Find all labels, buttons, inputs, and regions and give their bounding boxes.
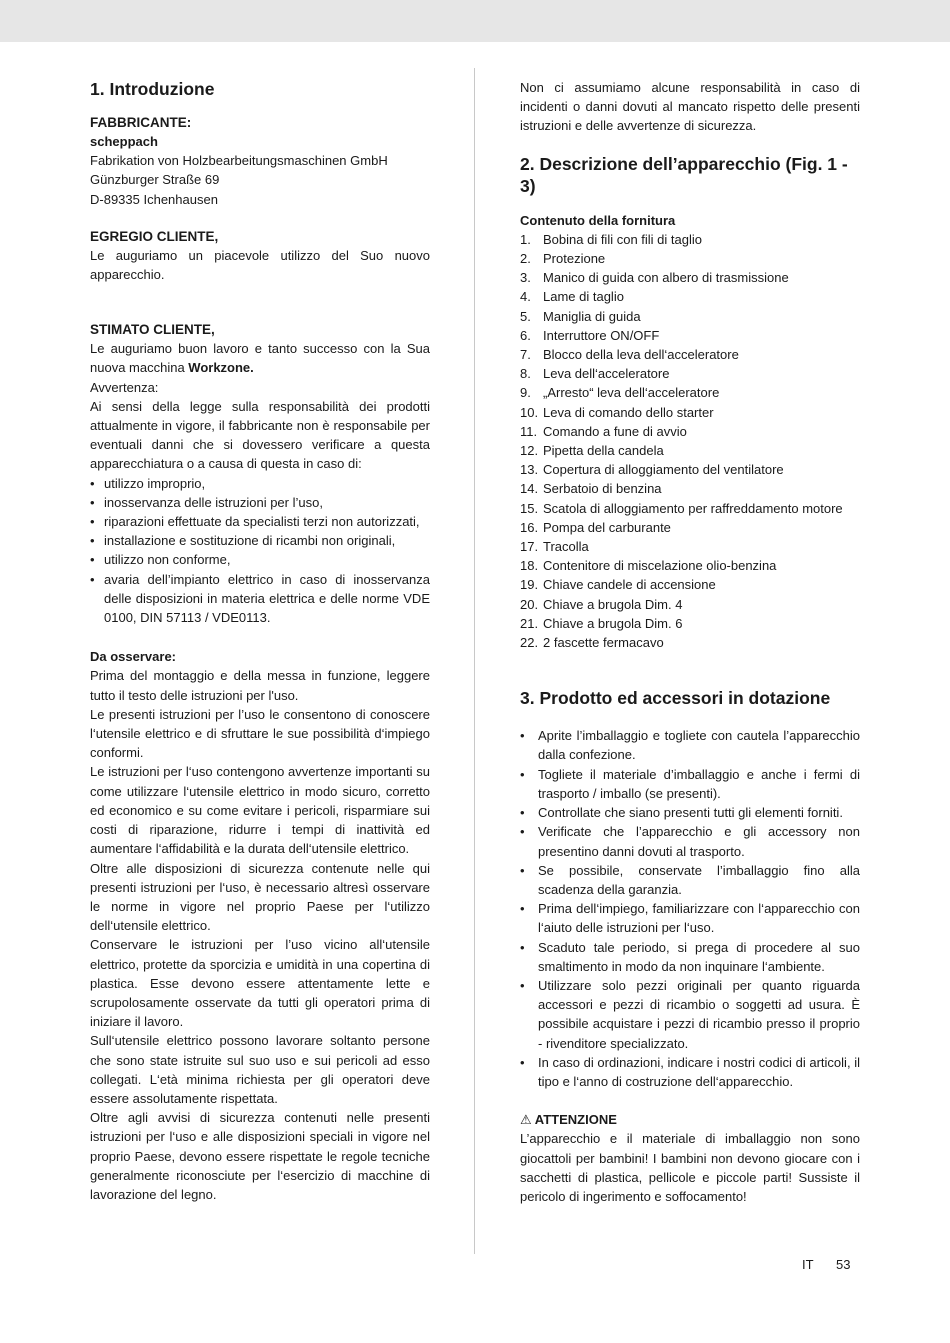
esteemed-text: Le auguriamo buon lavoro e tanto successo con la Sua nuova macchina (90, 341, 430, 376)
contents-label: Contenuto della fornitura (520, 212, 676, 228)
list-item: • avaria dell’impianto elettrico in caso di inosservanza delle disposizioni in materia elettrica e delle norme VDE 0100, DIN 57113 / VDE0113. (90, 570, 430, 628)
bullet-mark: • (520, 901, 525, 917)
item-text: Copertura di alloggiamento del ventilatore (543, 462, 784, 478)
product-heading: 3. Prodotto ed accessori in dotazione (520, 688, 831, 709)
esteemed-customer-label: STIMATO CLIENTE, (90, 322, 215, 338)
list-item (520, 726, 860, 764)
item-number: 9. (520, 385, 531, 401)
list-item (520, 899, 860, 937)
observe-paragraph: Le istruzioni per l‘uso contengono avvertenze importanti su come utilizzare l‘utensile elettrico in modo sicuro, corretto ed economico e su come evitare i pericoli, risparmiare sui costi di riparazione, ridurre i tempi di inattività ed aumentare l‘affidabilità e la durata dell‘utensile elettrico. (90, 764, 430, 857)
item-text: Blocco della leva dell‘acceleratore (543, 347, 739, 363)
list-item (520, 822, 860, 860)
item-number: 8. (520, 366, 531, 382)
bullet-mark: • (520, 1054, 525, 1070)
warning-text: Ai sensi della legge sulla responsabilità dei prodotti attualmente in vigore, il fabbricante non è responsabile per eventuali danni che si dovessero verificare a questa apparecchiatura o a causa di questa in caso di: (90, 398, 430, 472)
observe-paragraph: Sull‘utensile elettrico possono lavorare soltanto persone che sono state istruite sul suo uso e sui pericoli ad esso collegati. L‘età minima richiesta per gli operatori deve essere assolutamente rispettata. (90, 1033, 430, 1106)
list-item: • installazione e sostituzione di ricambi non originali, (90, 531, 430, 550)
bullet-mark: • (520, 766, 525, 782)
warning-triangle-icon: ⚠ (520, 1112, 532, 1128)
manufacturer-label: FABBRICANTE: (90, 115, 192, 130)
item-number: 17. (520, 539, 539, 555)
list-item: • riparazioni effettuate da specialisti terzi non autorizzati, (90, 512, 430, 531)
observe-paragraph: Oltre agli avvisi di sicurezza contenuti nelle presenti istruzioni per l‘uso e alle disposizioni speciali in vigore nel proprio Paese, devono essere rispettate le regole tecniche generalmente riconosciute per l‘esercizio di macchine di lavorazione del legno. (90, 1110, 430, 1202)
item-number: 12. (520, 443, 539, 459)
item-number: 15. (520, 500, 539, 516)
column-divider (474, 68, 475, 1254)
list-item: • utilizzo non conforme, (90, 550, 430, 569)
observe-paragraph: Conservare le istruzioni per l’uso vicino all‘utensile elettrico, protette da sporcizia e umidità in una copertina di plastica. Esse devono essere attentamente lette e scrupolosamente osservate da tutti gli operatori prima di iniziare il lavoro. (90, 937, 430, 1030)
list-item: • utilizzo improprio, (90, 474, 430, 493)
list-item (520, 1053, 860, 1091)
item-text: Pompa del carburante (543, 519, 671, 535)
description-heading: 2. Descrizione dell’apparecchio (Fig. 1 - 3) (520, 153, 848, 196)
warning-list (90, 474, 430, 628)
liability-text: Non ci assumiamo alcune responsabilità in caso di incidenti o danni dovuti al mancato rispetto delle presenti istruzioni e delle avvertenze di sicurezza. (520, 80, 860, 134)
list-item (520, 441, 860, 460)
item-text: Manico di guida con albero di trasmissione (543, 270, 789, 286)
observe-paragraph: Prima del montaggio e della messa in funzione, leggere tutto il testo delle istruzioni per l'uso. (90, 668, 430, 703)
item-text: Utilizzare solo pezzi originali per quanto riguarda accessori e pezzi di ricambio o soggetti ad usura. È possibile acquistare i pezzi di ricambio presso il proprio - rivenditore specializzato. (538, 977, 860, 1051)
list-item: • inosservanza delle istruzioni per l’uso, (90, 493, 430, 512)
list-item (520, 287, 860, 306)
observe-paragraph: Oltre alle disposizioni di sicurezza contenute nelle qui presenti istruzioni per l‘uso, è necessario altresì osservare le norme in vigore nel proprio Paese per l‘utilizzo dell‘utensile elettrico. (90, 860, 430, 934)
list-item (520, 422, 860, 441)
item-text: In caso di ordinazioni, indicare i nostri codici di articoli, il tipo e l‘anno di costruzione dell‘apparecchio. (538, 1054, 860, 1089)
item-number: 6. (520, 327, 531, 343)
item-text: Pipetta della candela (543, 443, 664, 459)
item-number: 16. (520, 519, 539, 535)
item-number: 22. (520, 635, 539, 651)
list-item (520, 479, 860, 498)
item-text: Prima dell‘impiego, familiarizzare con l‘apparecchio con l‘aiuto delle istruzioni per l‘uso. (538, 901, 860, 936)
item-text: Controllate che siano presenti tutti gli elementi forniti. (538, 805, 843, 821)
page-number: 53 (836, 1257, 851, 1272)
list-item (520, 460, 860, 479)
item-text: Protezione (543, 251, 606, 267)
list-item (520, 861, 860, 899)
list-item (520, 307, 860, 326)
item-text: Serbatoio di benzina (543, 481, 662, 497)
item-text: Tracolla (543, 539, 589, 555)
list-item (520, 765, 860, 803)
esteemed-customer-text (90, 339, 430, 377)
item-text: Lame di taglio (543, 289, 624, 305)
left-column (90, 78, 430, 1204)
list-item (520, 403, 860, 422)
bullet-mark: • (520, 862, 525, 878)
footer-language: IT (802, 1257, 814, 1272)
attention-label: ATTENZIONE (534, 1112, 617, 1128)
item-text: Chiave a brugola Dim. 6 (543, 615, 683, 631)
item-text: Verificate che l’apparecchio e gli accessory non presentino danni dovuti al trasporto. (538, 824, 860, 859)
item-number: 10. (520, 404, 539, 420)
intro-heading: 1. Introduzione (90, 79, 215, 99)
product-list (520, 726, 860, 1091)
item-number: 11. (520, 423, 538, 439)
manufacturer-line: Günzburger Straße 69 (90, 172, 220, 188)
item-number: 20. (520, 596, 539, 612)
list-item (520, 803, 860, 822)
item-text: Bobina di fili con fili di taglio (543, 231, 702, 247)
item-number: 21. (520, 615, 539, 631)
list-item (520, 383, 860, 402)
item-text: Chiave a brugola Dim. 4 (543, 596, 683, 612)
item-text: Aprite l’imballaggio e togliete con cautela l’apparecchio dalla confezione. (538, 728, 860, 763)
list-item (520, 614, 860, 633)
list-item (520, 364, 860, 383)
list-item (520, 556, 860, 575)
item-text: Scaduto tale periodo, si prega di procedere al suo smaltimento in modo da non inquinare l‘ambiente. (538, 939, 860, 974)
right-column (520, 78, 860, 1206)
item-text: Togliete il materiale d’imballaggio e anche i fermi di trasporto / imballo (se presenti). (538, 766, 860, 801)
dear-customer-text: Le auguriamo un piacevole utilizzo del Suo nuovo apparecchio. (90, 247, 430, 283)
top-header-bar (0, 0, 950, 42)
manufacturer-line: D-89335 Ichenhausen (90, 191, 218, 207)
item-text: Comando a fune di avvio (543, 423, 687, 439)
item-number: 13. (520, 462, 539, 478)
list-item (520, 268, 860, 287)
warning-label: Avvertenza: (90, 379, 159, 395)
list-item (520, 326, 860, 345)
list-item (520, 575, 860, 594)
manufacturer-line: Fabrikation von Holzbearbeitungsmaschinen GmbH (90, 153, 388, 169)
bullet-mark: • (520, 805, 525, 821)
list-item (520, 249, 860, 268)
bullet-mark: • (520, 824, 525, 840)
list-item (520, 499, 860, 518)
item-number: 2. (520, 251, 531, 267)
item-number: 18. (520, 558, 539, 574)
item-text: Leva di comando dello starter (543, 404, 714, 420)
list-item (520, 938, 860, 976)
list-item (520, 518, 860, 537)
item-text: Se possibile, conservate l’imballaggio fino alla scadenza della garanzia. (538, 862, 860, 897)
item-number: 5. (520, 308, 531, 324)
item-text: Scatola di alloggiamento per raffreddamento motore (543, 500, 843, 516)
bullet-mark: • (520, 728, 525, 744)
item-text: Maniglia di guida (543, 308, 641, 324)
item-text: Leva dell‘acceleratore (543, 366, 670, 382)
item-number: 4. (520, 289, 531, 305)
list-item (520, 595, 860, 614)
item-text: „Arresto“ leva dell‘acceleratore (543, 385, 720, 401)
observe-label: Da osservare: (90, 649, 176, 665)
list-item (520, 230, 860, 249)
item-number: 3. (520, 270, 531, 286)
item-number: 1. (520, 231, 531, 247)
manufacturer-name: scheppach (90, 134, 158, 149)
contents-list (520, 230, 860, 652)
item-text: Contenitore di miscelazione olio-benzina (543, 558, 777, 574)
list-item (520, 537, 860, 556)
item-text: Chiave candele di accensione (543, 577, 716, 593)
bullet-mark: • (520, 939, 525, 955)
list-item (520, 633, 860, 652)
attention-text: L’apparecchio e il materiale di imballaggio non sono giocattoli per bambini! I bambini non devono giocare con i sacchetti di plastica, pellicole e piccole parti! Sussiste il pericolo di ingerimento e soffocamento! (520, 1131, 860, 1204)
attention-heading (520, 1110, 860, 1129)
dear-customer-label: EGREGIO CLIENTE, (90, 228, 219, 244)
brand-name: Workzone. (188, 360, 254, 376)
item-number: 19. (520, 577, 539, 593)
item-text: Interruttore ON/OFF (543, 327, 660, 343)
item-text: 2 fascette fermacavo (543, 635, 664, 651)
bullet-mark: • (520, 977, 525, 993)
list-item (520, 345, 860, 364)
list-item (520, 976, 860, 1053)
observe-paragraph: Le presenti istruzioni per l’uso le consentono di conoscere l‘utensile elettrico e di sfruttare le sue possibilità d‘impiego conformi. (90, 706, 430, 761)
item-number: 14. (520, 481, 539, 497)
item-number: 7. (520, 347, 531, 363)
